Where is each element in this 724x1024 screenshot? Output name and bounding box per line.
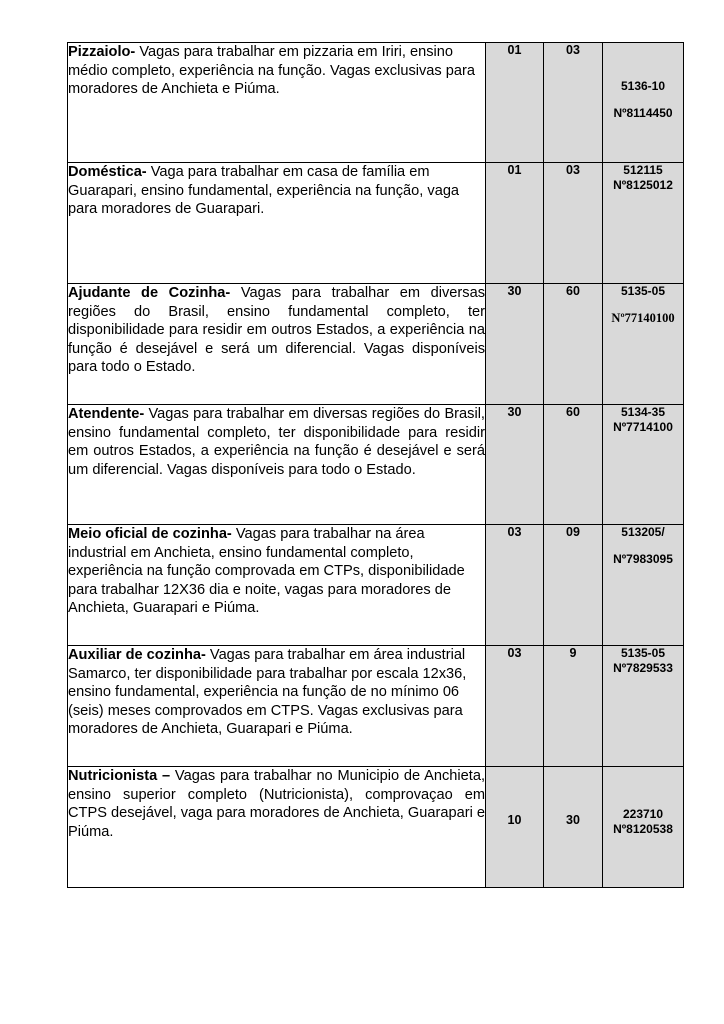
table-row [68,767,684,888]
job-description-cell [68,767,486,888]
cbo-cell [603,646,684,767]
table-row [68,525,684,646]
job-description: Vagas para trabalhar no Municipio de Anchieta, ensino superior completo (Nutricionista), comprovaçao em CTPS desejável, vaga para moradores de Anchieta, Guarapari e Piúma. [68,768,486,840]
candidates-cell: 9 [544,646,603,767]
cbo-code: 5135-05 [620,646,666,660]
registration-number: Nº8114450 [613,106,673,120]
candidates-cell: 60 [544,284,603,405]
vacancies-cell: 03 [486,525,544,646]
job-description: Vaga para trabalhar em casa de família em Guarapari, ensino fundamental, experiência na função, vaga para moradores de Guarapari. [68,164,460,218]
candidates-cell: 03 [544,43,603,163]
registration-number: Nº8125012 [613,178,673,192]
job-description-cell [68,43,486,163]
vacancies-cell: 30 [486,284,544,405]
vacancies-cell: 01 [486,163,544,284]
cbo-cell [603,767,684,888]
job-title: Doméstica- [68,164,147,180]
candidates-cell: 09 [544,525,603,646]
job-description-cell [68,163,486,284]
candidates-cell: 30 [544,767,603,888]
job-title: Nutricionista – [68,768,171,784]
vacancies-cell: 30 [486,405,544,525]
vacancies-cell: 10 [486,767,544,888]
cbo-cell [603,163,684,284]
job-description-cell [68,525,486,646]
job-vacancies-table [67,42,684,888]
candidates-cell: 03 [544,163,603,284]
job-description: Vagas para trabalhar em diversas regiões do Brasil, ensino fundamental completo, ter disponibilidade para residir em outros Estados, a experiência na função é desejável e será um diferencial. Vagas disponíveis para todo o Estado. [68,285,485,376]
job-title: Atendente- [68,406,145,422]
job-description: Vagas para trabalhar em pizzaria em Iriri, ensino médio completo, experiência na função. Vagas exclusivas para moradores de Anchieta e Piúma. [68,44,475,98]
candidates-cell: 60 [544,405,603,525]
cbo-code: 512115 [623,163,663,177]
table-row [68,284,684,405]
vacancies-cell: 01 [486,43,544,163]
job-description-cell [68,646,486,767]
table-row [68,405,684,525]
registration-number: Nº8120538 [613,822,673,836]
registration-number: Nº7829533 [613,661,673,675]
cbo-cell [603,284,684,405]
job-description-cell [68,405,486,525]
job-description: Vagas para trabalhar na área industrial em Anchieta, ensino fundamental completo, experiência na função comprovada em CTPs, disponibilidade para trabalhar 12X36 dia e noite, vagas para moradores de Anchieta, Guarapari e Piúma. [68,526,465,617]
job-description-cell [68,284,486,405]
job-title: Pizzaiolo- [68,44,136,60]
registration-number: Nº7714100 [613,420,673,434]
job-title: Ajudante de Cozinha- [68,285,231,301]
job-title: Meio oficial de cozinha- [68,526,232,542]
cbo-cell [603,405,684,525]
job-title: Auxiliar de cozinha- [68,647,206,663]
table-row [68,43,684,163]
cbo-code: 5136-10 [620,79,666,93]
cbo-code: 5134-35 [620,405,666,419]
job-description: Vagas para trabalhar em área industrial Samarco, ter disponibilidade para trabalhar por escala 12x36, ensino fundamental, experiência na função de no mínimo 06 (seis) meses comprovados em CTPS. Vagas exclusivas para moradores de Anchieta, Guarapari e Piúma. [68,647,467,738]
table-row [68,163,684,284]
job-description: Vagas para trabalhar em diversas regiões do Brasil, ensino fundamental completo, ter disponibilidade para residir em outros Estados, a experiência na função é desejável e será um diferencial. Vagas disponíveis para todo o Estado. [68,406,485,478]
cbo-code: 223710 [622,807,664,821]
table-row [68,646,684,767]
vacancies-cell: 03 [486,646,544,767]
cbo-cell [603,525,684,646]
cbo-code: 5135-05 [620,284,666,298]
cbo-cell [603,43,684,163]
cbo-code: 513205/ [621,525,665,539]
registration-number: Nº77140100 [611,311,675,325]
registration-number: Nº7983095 [613,552,673,566]
